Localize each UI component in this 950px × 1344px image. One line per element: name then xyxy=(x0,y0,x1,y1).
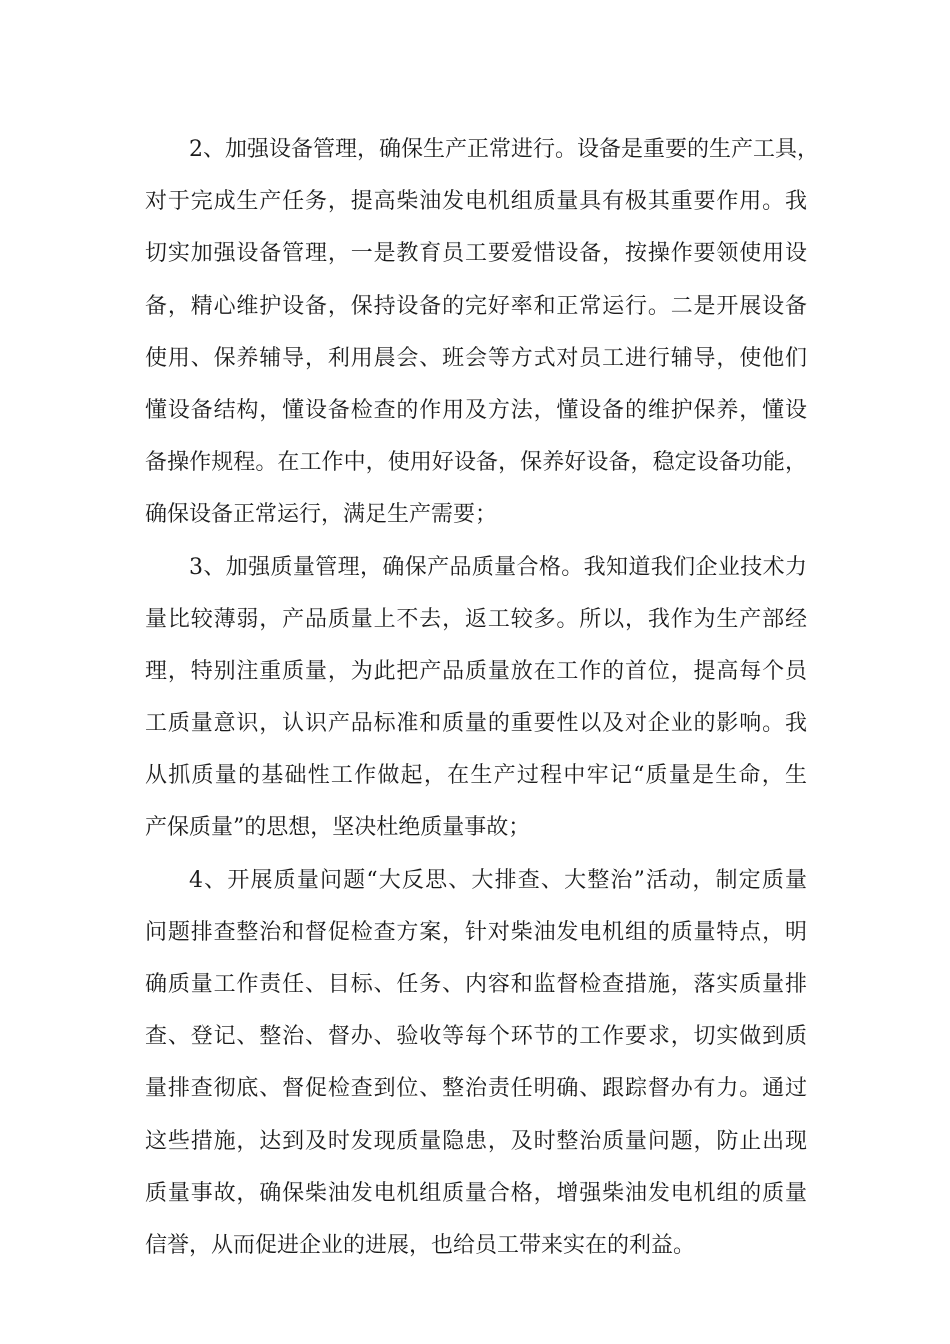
text-line: 确质量工作责任、目标、任务、内容和监督检查措施，落实质量排 xyxy=(145,972,807,997)
text-line: 量比较薄弱，产品质量上不去，返工较多。所以，我作为生产部经 xyxy=(145,606,807,632)
text-line: 查、登记、整治、督办、验收等每个环节的工作要求，切实做到质 xyxy=(145,1024,807,1050)
text-line: 量排查彻底、督促检查到位、整治责任明确、跟踪督办有力。通过 xyxy=(145,1076,807,1102)
paragraph-quality-management xyxy=(145,542,807,855)
text-line: 工质量意识，认识产品标准和质量的重要性以及对企业的影响。我 xyxy=(145,711,807,737)
text-line: 信誉，从而促进企业的进展，也给员工带来实在的利益。 xyxy=(145,1232,696,1258)
text-line: 对于完成生产任务，提高柴油发电机组质量具有极其重要作用。我 xyxy=(145,189,807,215)
text-line: 3、加强质量管理，确保产品质量合格。我知道我们企业技术力 xyxy=(189,554,807,580)
text-line: 使用、保养辅导，利用晨会、班会等方式对员工进行辅导，使他们 xyxy=(145,345,807,371)
text-line: 从抓质量的基础性工作做起，在生产过程中牢记“质量是生命，生 xyxy=(145,763,807,789)
text-line: 理，特别注重质量，为此把产品质量放在工作的首位，提高每个员 xyxy=(145,658,807,684)
text-line: 问题排查整治和督促检查方案，针对柴油发电机组的质量特点，明 xyxy=(145,919,807,945)
text-line: 4、开展质量问题“大反思、大排查、大整治”活动，制定质量 xyxy=(189,867,807,893)
text-line: 确保设备正常运行，满足生产需要； xyxy=(145,502,498,528)
text-line: 切实加强设备管理，一是教育员工要爱惜设备，按操作要领使用设 xyxy=(145,241,807,267)
text-line: 备操作规程。在工作中，使用好设备，保养好设备，稳定设备功能， xyxy=(145,450,807,476)
text-line: 这些措施，达到及时发现质量隐患，及时整治质量问题，防止出现 xyxy=(145,1128,807,1154)
paragraph-equipment-management xyxy=(145,124,819,542)
text-line: 备，精心维护设备，保持设备的完好率和正常运行。二是开展设备 xyxy=(145,293,807,319)
text-line: 懂设备结构，懂设备检查的作用及方法，懂设备的维护保养，懂设 xyxy=(145,397,807,423)
text-line: 2、加强设备管理，确保生产正常进行。设备是重要的生产工具， xyxy=(189,137,819,162)
text-line: 质量事故，确保柴油发电机组质量合格，增强柴油发电机组的质量 xyxy=(145,1180,807,1206)
document-body xyxy=(145,124,819,1272)
text-line: 产保质量”的思想，坚决杜绝质量事故； xyxy=(145,815,531,841)
paragraph-quality-campaign xyxy=(145,855,807,1273)
